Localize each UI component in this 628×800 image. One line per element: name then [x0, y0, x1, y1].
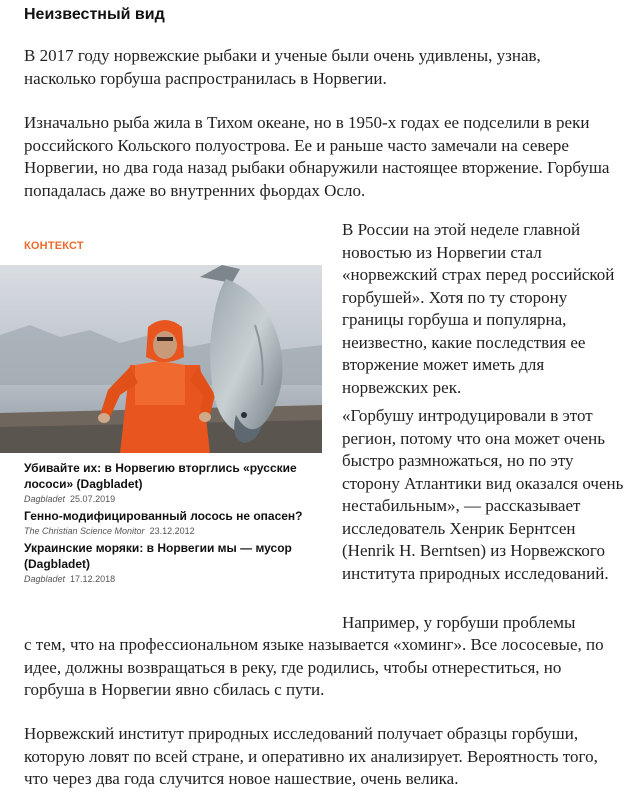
context-link-item[interactable] — [24, 460, 324, 504]
context-link-date: 17.12.2018 — [70, 574, 116, 584]
context-link-meta — [24, 494, 324, 504]
context-link-source: Dagbladet — [24, 574, 66, 584]
paragraph-5-start: Например, у горбуши проблемы — [342, 613, 576, 632]
context-link-item[interactable] — [24, 508, 324, 536]
context-link-meta — [24, 574, 324, 584]
context-label: КОНТЕКСТ — [24, 240, 84, 252]
paragraph-5-continued: с тем, что на профессиональном языке называется «хоминг». Все лососевые, по идее, должны возвращаться в реку, где родились, чтобы отнереститься, но горбуша в Норвегии явно сбилась с пути. — [24, 635, 604, 699]
context-link-title[interactable]: Украинские моряки: в Норвегии мы — мусор (Dagbladet) — [24, 541, 292, 571]
context-link-item[interactable] — [24, 540, 324, 584]
context-links — [24, 460, 324, 588]
context-link-source: The Christian Science Monitor — [24, 526, 145, 536]
context-link-date: 23.12.2012 — [149, 526, 195, 536]
paragraph-6: Норвежский институт природных исследований получает образцы горбуши, которую ловят по всей стране, и оперативно их анализирует. Вероятность того, что через два года случится новое нашествие, очень велика. — [24, 724, 598, 788]
context-link-title[interactable]: Убивайте их: в Норвегию вторглись «русские лососи» (Dagbladet) — [24, 461, 297, 491]
context-link-source: Dagbladet — [24, 494, 66, 504]
fisherman-salmon-image — [0, 265, 322, 453]
paragraph-3: В России на этой неделе главной новостью из Норвегии стал «норвежский страх перед российской горбушей». Хотя по ту сторону границы горбуша и популярна, неизвестно, какие последствия ее вторжение может иметь для норвежских рек. — [342, 220, 615, 397]
paragraph-1: В 2017 году норвежские рыбаки и ученые были очень удивлены, узнав, насколько горбуша распространилась в Норвегии. — [24, 46, 541, 88]
context-link-date: 25.07.2019 — [70, 494, 116, 504]
paragraph-2: Изначально рыба жила в Тихом океане, но в 1950-х годах ее подселили в реки российского Кольского полуострова. Ее и раньше часто замечали на севере Норвегии, но два года назад рыбаки обнаружили настоящее вторжение. Горбуша попадалась даже во внутренних фьордах Осло. — [24, 113, 610, 200]
context-link-title[interactable]: Генно-модифицированный лосось не опасен? — [24, 509, 303, 523]
context-photo[interactable] — [0, 265, 322, 453]
paragraph-4: «Горбушу интродуцировали в этот регион, потому что она может очень быстро размножаться, но по эту сторону Атлантики вид оказался очень нестабильным», — рассказывает исследователь Хенрик Бернтсен (Henrik H. Berntsen) из Норвежского института природных исследований. — [342, 406, 624, 583]
context-link-meta — [24, 526, 324, 536]
section-heading: Неизвестный вид — [24, 6, 165, 23]
